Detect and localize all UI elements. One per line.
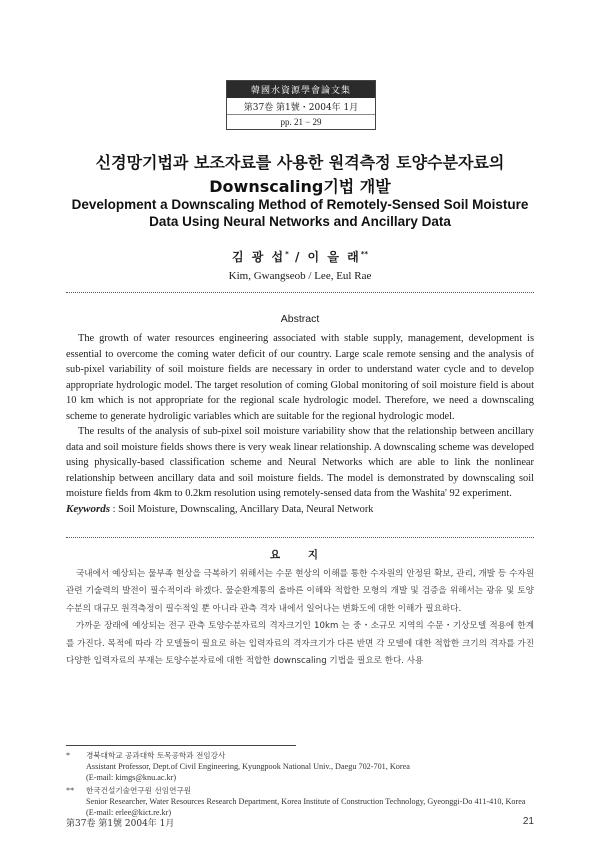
footnote-1-korean: 경북대학교 공과대학 토목공학과 전임강사 [86,751,226,760]
page-number: 21 [522,816,534,827]
author-2-korean: 이 을 래 [307,250,361,264]
author-1-mark: * [285,250,289,258]
footnote-2-mark: ** [66,785,75,795]
english-title-line-1: Development a Downscaling Method of Remotely-Sensed Soil Moisture [71,197,529,212]
abstract-heading: Abstract [280,313,320,325]
footnote-2 [66,785,534,819]
footnote-1-email: (E-mail: kimgs@knu.ac.kr) [86,773,177,783]
abstract-paragraph-1: The growth of water resources engineering associated with stable supply, management, development is essential to overcome the coming water deficit of our country. Large scale remote sensing and the analysis of sub-pixel variability of soil moisture fields are necessary in order to understand water cycle and to develop appropriate hydrologic model. The target resolution of coming Global monitoring of soil moisture field is about 10 km which is not appropriate for the regional scale hydrologic model. Therefore, we need a downscaling scheme to generate hydroligic variables which are suitable for the regional hydrologic model. [66,333,534,422]
authors-english: Kim, Gwangseob / Lee, Eul Rae [228,270,372,282]
author-separator: / [288,250,308,264]
keywords-list: : Soil Moisture, Downscaling, Ancillary Data, Neural Network [112,503,374,515]
abstract-body [66,331,534,517]
authors-korean [0,248,600,265]
keywords-line [66,502,534,518]
author-1-korean: 김 광 섭 [231,250,286,264]
footnote-2-email: (E-mail: erlee@kict.re.kr) [86,808,172,818]
journal-header-box [226,80,376,130]
footnote-1 [66,750,534,784]
footer-journal-issue: 第37卷 第1號 2004年 1月 [66,819,175,829]
korean-title-line-2: Downscaling기법 개발 [209,177,391,196]
journal-pages: pp. 21 − 29 [280,117,322,127]
summary-paragraph-1: 국내에서 예상되는 물부족 현상을 극복하기 위해서는 수문 현상의 이해를 통한 수자원의 안정된 확보, 관리, 개발 등 수자원 관련 기술력의 발전이 필수적이라 하겠다. 물순환계통의 올바른 이해와 적합한 모형의 개발 및 검증을 위해서는 광유 및 토양수분의 대규모 원격측정이 필수적일 뿐 아니라 관측 격자 내에서 일어나는 변화도에 대한 이해가 필요하다. [66,569,534,614]
footnote-2-english: Senior Researcher, Water Resources Research Department, Korea Institute of Construction Technology, Gyeonggi-Do 411-410, Korea [86,796,526,806]
journal-volume: 第37卷 第1號・2004年 1月 [227,98,375,115]
footnote-1-english: Assistant Professor, Dept.of Civil Engineering, Kyungpook National Univ., Daegu 702-701, Korea [86,762,410,772]
english-title-line-2: Data Using Neural Networks and Ancillary Data [149,214,451,229]
journal-name: 韓國水資源學會論文集 [227,81,375,98]
page-footer [66,816,534,829]
abstract-paragraph-2: The results of the analysis of sub-pixel soil moisture variability show that the relationship between ancillary data and soil moisture fields shows there is very weak linear relationship. A downscaling scheme was developed using physically-based classification scheme and Neural Networks which are able to link the nonlinear relationship between ancillary data and soil moisture fields. The model is demonstrated by downscaling soil moisture fields from 4km to 0.2km resolution using remotely-sensed data from the Washita' 92 experiment. [66,426,534,499]
divider-middle [66,537,534,538]
summary-paragraph-2: 가까운 장래에 예상되는 전구 관측 토양수분자료의 격자크기인 10km 는 중・소규모 지역의 수문・기상모델 적용에 한계를 가진다. 목적에 따라 각 모델들이 필요로 하는 입력자료의 격자크기가 다른 반면 각 모델에 대한 적합한 크기의 격자를 가진 다양한 입력자료의 부재는 토양수분자료에 대한 적합한 downscaling 기법을 필요로 한다. 사용 [66,621,534,667]
author-2-mark: ** [360,250,369,258]
footnote-rule [66,745,296,746]
footnotes [66,750,534,819]
divider-top [66,292,534,293]
keywords-label: Keywords [66,502,110,515]
summary-heading: 요 지 [270,549,330,561]
footnote-1-mark: * [66,751,71,760]
summary-body [66,566,534,670]
korean-title-line-1: 신경망기법과 보조자료를 사용한 원격측정 토양수분자료의 [95,153,505,172]
footnote-2-korean: 한국건설기술연구원 선임연구원 [86,785,192,795]
